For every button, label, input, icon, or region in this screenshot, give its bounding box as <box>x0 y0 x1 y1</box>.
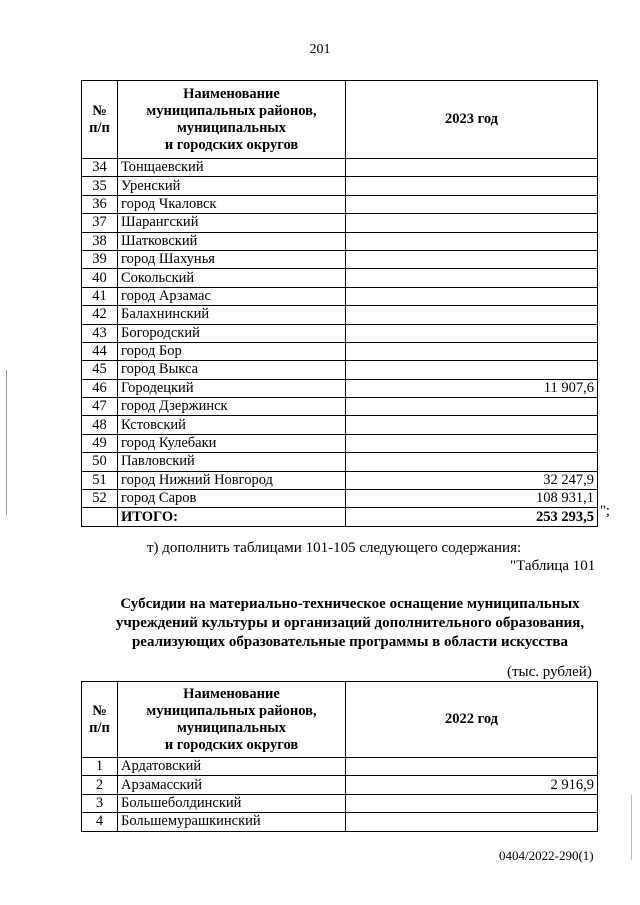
table-subsidies-2022 <box>81 681 598 832</box>
row-name: Богородский <box>118 324 346 342</box>
table-row <box>82 306 598 324</box>
units-label: (тыс. рублей) <box>507 664 592 680</box>
table-row <box>82 177 598 195</box>
table-label: "Таблица 101 <box>510 558 596 574</box>
table-row <box>82 453 598 471</box>
row-number: 38 <box>82 232 118 250</box>
table-row <box>82 232 598 250</box>
row-value <box>346 195 598 213</box>
row-name: город Нижний Новгород <box>118 471 346 489</box>
row-number: 44 <box>82 342 118 360</box>
page-number: 201 <box>309 42 331 57</box>
row-number: 52 <box>82 490 118 508</box>
table-row <box>82 361 598 379</box>
row-value <box>346 361 598 379</box>
row-name: Городецкий <box>118 379 346 397</box>
row-value: 108 931,1 <box>346 490 598 508</box>
row-value <box>346 269 598 287</box>
table-row <box>82 794 598 812</box>
row-number: 49 <box>82 434 118 452</box>
row-name: Шатковский <box>118 232 346 250</box>
row-number: 34 <box>82 159 118 177</box>
row-number: 51 <box>82 471 118 489</box>
total-row <box>82 508 598 526</box>
table-municipal-2023 <box>81 80 598 527</box>
row-name: Уренский <box>118 177 346 195</box>
row-name: Арзамасский <box>118 776 346 794</box>
row-value <box>346 813 598 831</box>
row-number: 46 <box>82 379 118 397</box>
row-number: 42 <box>82 306 118 324</box>
row-value <box>346 214 598 232</box>
row-value <box>346 453 598 471</box>
row-value <box>346 342 598 360</box>
header-num: № п/п <box>82 682 118 758</box>
row-name: город Арзамас <box>118 287 346 305</box>
row-value <box>346 434 598 452</box>
header-name: Наименование муниципальных районов, муниципальных и городских округов <box>118 682 346 758</box>
margin-mark <box>6 370 7 515</box>
table-row <box>82 287 598 305</box>
row-name: Большемурашкинский <box>118 813 346 831</box>
row-number: 39 <box>82 250 118 268</box>
table-row <box>82 342 598 360</box>
row-value <box>346 324 598 342</box>
row-number: 47 <box>82 398 118 416</box>
row-value <box>346 159 598 177</box>
table-row <box>82 269 598 287</box>
row-name: Шарангский <box>118 214 346 232</box>
row-number: 40 <box>82 269 118 287</box>
row-number: 3 <box>82 794 118 812</box>
row-name: Тонщаевский <box>118 159 346 177</box>
row-name: Павловский <box>118 453 346 471</box>
row-name: город Бор <box>118 342 346 360</box>
row-name: Балахнинский <box>118 306 346 324</box>
row-name: город Чкаловск <box>118 195 346 213</box>
row-value: 2 916,9 <box>346 776 598 794</box>
header-name: Наименование муниципальных районов, муниципальных и городских округов <box>118 81 346 159</box>
row-value <box>346 416 598 434</box>
table-row <box>82 195 598 213</box>
table-row <box>82 214 598 232</box>
row-value <box>346 232 598 250</box>
table-row <box>82 159 598 177</box>
table-row <box>82 813 598 831</box>
table-row <box>82 490 598 508</box>
document-code: 0404/2022-290(1) <box>499 848 594 863</box>
row-name: Сокольский <box>118 269 346 287</box>
row-value: 11 907,6 <box>346 379 598 397</box>
row-value <box>346 177 598 195</box>
row-name: Большеболдинский <box>118 794 346 812</box>
table-row <box>82 398 598 416</box>
row-value <box>346 758 598 776</box>
header-year: 2023 год <box>346 81 598 159</box>
row-name: город Шахунья <box>118 250 346 268</box>
row-number: 45 <box>82 361 118 379</box>
amendment-paragraph: т) дополнить таблицами 101-105 следующего содержания: <box>147 540 522 556</box>
row-value <box>346 250 598 268</box>
table-row <box>82 379 598 397</box>
row-value <box>346 398 598 416</box>
table-row <box>82 471 598 489</box>
row-number: 48 <box>82 416 118 434</box>
row-number: 50 <box>82 453 118 471</box>
row-value: 32 247,9 <box>346 471 598 489</box>
margin-mark <box>631 795 632 860</box>
header-num: № п/п <box>82 81 118 159</box>
total-label: ИТОГО: <box>118 508 346 526</box>
table-row <box>82 416 598 434</box>
header-year: 2022 год <box>346 682 598 758</box>
row-name: Кстовский <box>118 416 346 434</box>
closing-mark: "; <box>600 503 610 519</box>
table-row <box>82 776 598 794</box>
row-number: 4 <box>82 813 118 831</box>
total-value: 253 293,5 <box>346 508 598 526</box>
row-name: город Саров <box>118 490 346 508</box>
row-number: 2 <box>82 776 118 794</box>
table-row <box>82 324 598 342</box>
total-num <box>82 508 118 526</box>
row-number: 1 <box>82 758 118 776</box>
table-row <box>82 250 598 268</box>
row-value <box>346 306 598 324</box>
row-number: 37 <box>82 214 118 232</box>
table-row <box>82 758 598 776</box>
row-number: 41 <box>82 287 118 305</box>
row-number: 43 <box>82 324 118 342</box>
row-name: город Дзержинск <box>118 398 346 416</box>
row-value <box>346 287 598 305</box>
row-number: 35 <box>82 177 118 195</box>
row-name: город Выкса <box>118 361 346 379</box>
row-number: 36 <box>82 195 118 213</box>
row-value <box>346 794 598 812</box>
table-row <box>82 434 598 452</box>
row-name: Ардатовский <box>118 758 346 776</box>
section-heading: Субсидии на материально-техническое оснащение муниципальных учреждений культуры и организаций дополнительного образования, реализующих образовательные программы в области искусства <box>115 596 585 650</box>
row-name: город Кулебаки <box>118 434 346 452</box>
